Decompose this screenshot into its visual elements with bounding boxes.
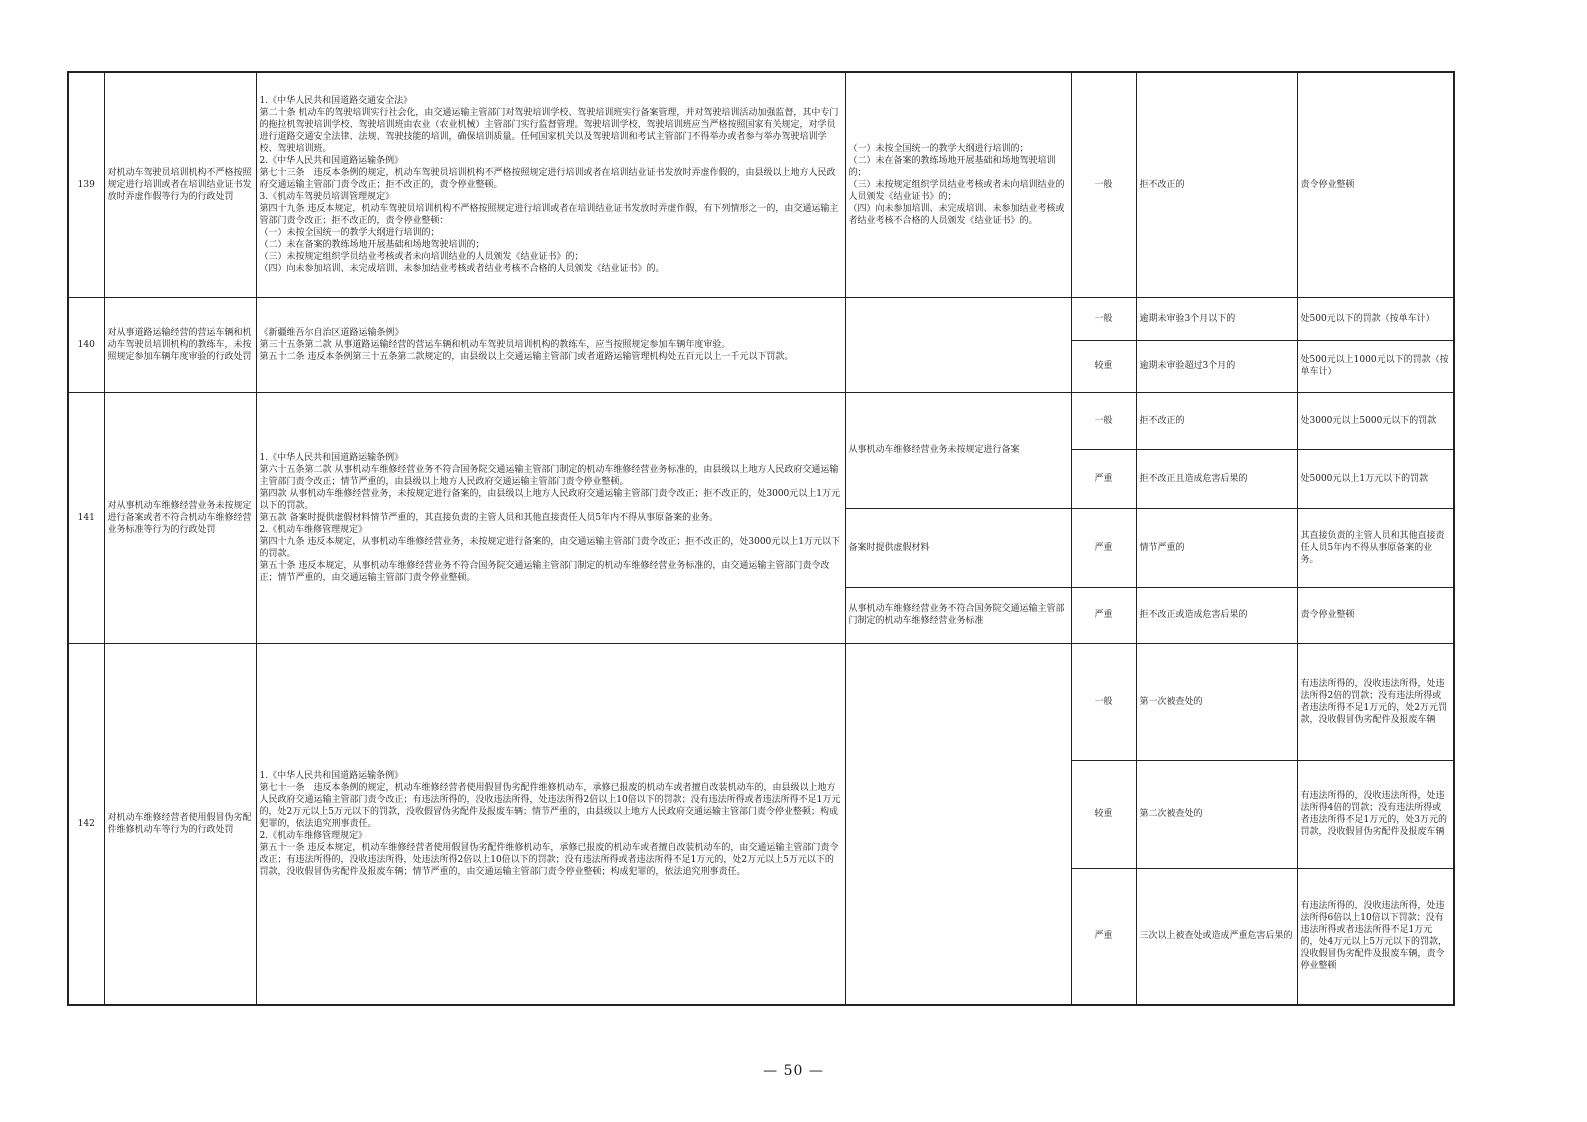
discretion-standard: 第一次被查处的 <box>1136 643 1297 760</box>
penalty: 其直接负责的主管人员和其他直接责任人员5年内不得从事原备案的业务。 <box>1297 508 1454 587</box>
discretion-standard: 第二次被查处的 <box>1136 760 1297 868</box>
violation-item: 对从事道路运输经营的营运车辆和机动车驾驶员培训机构的教练车，未按照规定参加车辆年度审验的行政处罚 <box>104 297 256 392</box>
severity-level: 严重 <box>1071 587 1136 643</box>
circumstance: 从事机动车维修经营业务不符合国务院交通运输主管部门制定的机动车维修经营业务标准 <box>845 587 1071 643</box>
penalty: 责令停业整顿 <box>1297 587 1454 643</box>
penalty: 有违法所得的，没收违法所得，处违法所得2倍的罚款；没有违法所得或者违法所得不足1万元的，处2万元罚款，没收假冒伪劣配件及报废车辆 <box>1297 643 1454 760</box>
penalty: 责令停业整顿 <box>1297 72 1454 297</box>
severity-level: 一般 <box>1071 643 1136 760</box>
legal-basis: 1.《中华人民共和国道路交通安全法》 第二十条 机动车的驾驶培训实行社会化，由交通运输主管部门对驾驶培训学校、驾驶培训班实行备案管理，并对驾驶培训活动加强监督，其中专门的拖拉机驾驶培训学校、驾驶培训班由农业（农业机械）主管部门实行监督管理。驾驶培训学校、驾驶培训班应当严格按照国家有关规定，对学员进行道路交通安全法律、法规、驾驶技能的培训，确保培训质量。任何国家机关以及驾驶培训和考试主管部门不得举办或者参与举办驾驶培训学校、驾驶培训班。 2.《中华人民共和国道路运输条例》 第七十三条 违反本条例的规定，机动车驾驶员培训机构不严格按照规定进行培训或者在培训结业证书发放时弄虚作假的，由县级以上地方人民政府交通运输主管部门责令改正；拒不改正的，责令停业整顿。 3.《机动车驾驶员培训管理规定》 第四十九条 违反本规定，机动车驾驶员培训机构不严格按照规定进行培训或者在培训结业证书发放时弄虚作假，有下列情形之一的，由交通运输主管部门责令改正；拒不改正的，责令停业整顿： （一）未按全国统一的教学大纲进行培训的； （二）未在备案的教练场地开展基础和场地驾驶培训的； （三）未按规定组织学员结业考核或者未向培训结业的人员颁发《结业证书》的； （四）向未参加培训、未完成培训、未参加结业考核或者结业考核不合格的人员颁发《结业证书》的。 <box>256 72 845 297</box>
table-row-140 <box>68 297 1454 340</box>
table-row-139 <box>68 72 1454 297</box>
discretion-standard: 拒不改正或造成危害后果的 <box>1136 587 1297 643</box>
penalty: 有违法所得的，没收违法所得，处违法所得6倍以上10倍以下罚款；没有违法所得或者违法所得不足1万元的，处4万元以上5万元以下的罚款，没收假冒伪劣配件及报废车辆，责令停业整顿 <box>1297 868 1454 1005</box>
circumstance: （一）未按全国统一的教学大纲进行培训的； （二）未在备案的教练场地开展基础和场地驾驶培训的； （三）未按规定组织学员结业考核或者未向培训结业的人员颁发《结业证书》的； （四）向未参加培训、未完成培训、未参加结业考核或者结业考核不合格的人员颁发《结业证书》的。 <box>845 72 1071 297</box>
severity-level: 严重 <box>1071 508 1136 587</box>
legal-basis: 1.《中华人民共和国道路运输条例》 第七十一条 违反本条例的规定，机动车维修经营者使用假冒伪劣配件维修机动车，承修已报废的机动车或者擅自改装机动车的，由县级以上地方人民政府交通运输主管部门责令改正；有违法所得的，没收违法所得，处违法所得2倍以上10倍以下的罚款；没有违法所得或者违法所得不足1万元的，处2万元以上5万元以下的罚款，没收假冒伪劣配件及报废车辆；情节严重的，由县级以上地方人民政府交通运输主管部门责令停业整顿；构成犯罪的，依法追究刑事责任。 2.《机动车维修管理规定》 第五十一条 违反本规定，机动车维修经营者使用假冒伪劣配件维修机动车，承修已报废的机动车或者擅自改装机动车的，由交通运输主管部门责令改正；有违法所得的，没收违法所得，处违法所得2倍以上10倍以下的罚款；没有违法所得或者违法所得不足1万元的，处2万元以上5万元以下的罚款，没收假冒伪劣配件及报废车辆；情节严重的，由交通运输主管部门责令停业整顿；构成犯罪的，依法追究刑事责任。 <box>256 643 845 1005</box>
discretion-standard: 三次以上被查处或造成严重危害后果的 <box>1136 868 1297 1005</box>
circumstance <box>845 643 1071 1005</box>
discretion-standard: 拒不改正的 <box>1136 392 1297 449</box>
severity-level: 一般 <box>1071 297 1136 340</box>
discretion-standard: 拒不改正的 <box>1136 72 1297 297</box>
circumstance: 从事机动车维修经营业务未按规定进行备案 <box>845 392 1071 508</box>
discretion-standard: 逾期未审验超过3个月的 <box>1136 340 1297 392</box>
page-number: — 50 — <box>763 1063 824 1079</box>
table-row-142 <box>68 643 1454 760</box>
row-number: 139 <box>68 72 104 297</box>
violation-item: 对从事机动车维修经营业务未按规定进行备案或者不符合机动车维修经营业务标准等行为的行政处罚 <box>104 392 256 643</box>
severity-level: 一般 <box>1071 392 1136 449</box>
discretion-standard: 拒不改正且造成危害后果的 <box>1136 449 1297 508</box>
penalty: 处500元以上1000元以下的罚款（按单车计） <box>1297 340 1454 392</box>
legal-basis: 《新疆维吾尔自治区道路运输条例》 第三十五条第二款 从事道路运输经营的营运车辆和机动车驾驶员培训机构的教练车，应当按照规定参加车辆年度审验。 第五十二条 违反本条例第三十五条第二款规定的，由县级以上交通运输主管部门或者道路运输管理机构处五百元以上一千元以下罚款。 <box>256 297 845 392</box>
penalty: 处3000元以上5000元以下的罚款 <box>1297 392 1454 449</box>
penalty: 有违法所得的，没收违法所得，处违法所得4倍的罚款；没有违法所得或者违法所得不足1万元的，处3万元的罚款，没收假冒伪劣配件及报废车辆 <box>1297 760 1454 868</box>
penalty-table <box>67 71 1455 1006</box>
severity-level: 严重 <box>1071 449 1136 508</box>
penalty: 处500元以下的罚款（按单车计） <box>1297 297 1454 340</box>
violation-item: 对机动车维修经营者使用假冒伪劣配件维修机动车等行为的行政处罚 <box>104 643 256 1005</box>
table-row-141 <box>68 392 1454 449</box>
severity-level: 较重 <box>1071 760 1136 868</box>
discretion-standard: 逾期未审验3个月以下的 <box>1136 297 1297 340</box>
severity-level: 一般 <box>1071 72 1136 297</box>
circumstance: 备案时提供虚假材料 <box>845 508 1071 587</box>
discretion-standard: 情节严重的 <box>1136 508 1297 587</box>
penalty: 处5000元以上1万元以下的罚款 <box>1297 449 1454 508</box>
row-number: 141 <box>68 392 104 643</box>
severity-level: 严重 <box>1071 868 1136 1005</box>
violation-item: 对机动车驾驶员培训机构不严格按照规定进行培训或者在培训结业证书发放时弄虚作假等行为的行政处罚 <box>104 72 256 297</box>
row-number: 140 <box>68 297 104 392</box>
legal-basis: 1.《中华人民共和国道路运输条例》 第六十五条第二款 从事机动车维修经营业务不符合国务院交通运输主管部门制定的机动车维修经营业务标准的，由县级以上地方人民政府交通运输主管部门责令改正；情节严重的，由县级以上地方人民政府交通运输主管部门责令停业整顿。 第四款 从事机动车维修经营业务，未按规定进行备案的，由县级以上地方人民政府交通运输主管部门责令改正；拒不改正的，处3000元以上1万元以下的罚款。 第五款 备案时提供虚假材料情节严重的，其直接负责的主管人员和其他直接责任人员5年内不得从事原备案的业务。 2.《机动车维修管理规定》 第四十九条 违反本规定，从事机动车维修经营业务，未按规定进行备案的，由交通运输主管部门责令改正；拒不改正的，处3000元以上1万元以下的罚款。 第五十条 违反本规定，从事机动车维修经营业务不符合国务院交通运输主管部门制定的机动车维修经营业务标准的，由交通运输主管部门责令改正；情节严重的，由交通运输主管部门责令停业整顿。 <box>256 392 845 643</box>
severity-level: 较重 <box>1071 340 1136 392</box>
row-number: 142 <box>68 643 104 1005</box>
circumstance <box>845 297 1071 392</box>
